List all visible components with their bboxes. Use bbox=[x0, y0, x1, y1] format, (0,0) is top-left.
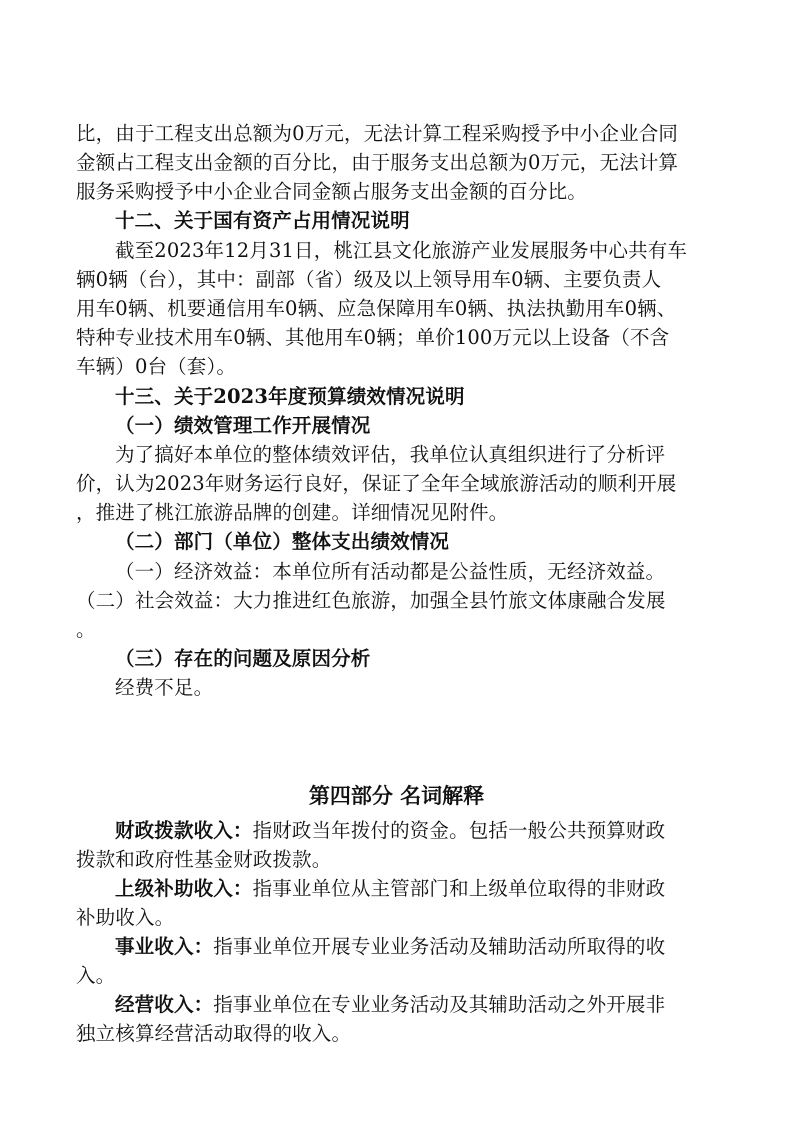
body-text-line: （一）经济效益：本单位所有活动都是公益性质，无经济效益。 bbox=[115, 560, 666, 583]
glossary-entry bbox=[115, 874, 665, 904]
body-text-line: 。 bbox=[76, 618, 96, 641]
glossary-definition-cont: 补助收入。 bbox=[76, 906, 175, 929]
glossary-entry bbox=[115, 816, 665, 846]
subsection-heading: （三）存在的问题及原因分析 bbox=[115, 647, 371, 670]
body-text-line: （二）社会效益：大力推进红色旅游，加强全县竹旅文体康融合发展 bbox=[76, 589, 666, 612]
glossary-definition-cont: 独立核算经营活动取得的收入。 bbox=[76, 1022, 352, 1045]
body-text-line: 特种专业技术用车0辆、其他用车0辆；单价100万元以上设备（不含 bbox=[76, 326, 670, 349]
part-four-title: 第四部分 名词解释 bbox=[308, 783, 485, 808]
body-text-line: 金额占工程支出金额的百分比，由于服务支出总额为0万元，无法计算 bbox=[76, 151, 679, 174]
body-text-line: 用车0辆、机要通信用车0辆、应急保障用车0辆、执法执勤用车0辆、 bbox=[76, 297, 677, 320]
glossary-entry bbox=[115, 932, 665, 962]
glossary-term: 财政拨款收入： bbox=[115, 819, 253, 842]
glossary-term: 事业收入： bbox=[115, 935, 214, 958]
body-text-line: 辆0辆（台），其中：副部（省）级及以上领导用车0辆、主要负责人 bbox=[76, 268, 662, 291]
body-text-line: 价，认为2023年财务运行良好，保证了全年全域旅游活动的顺利开展 bbox=[76, 472, 677, 495]
body-text-line: 为了搞好本单位的整体绩效评估，我单位认真组织进行了分析评 bbox=[115, 443, 666, 466]
section-heading-12: 十二、关于国有资产占用情况说明 bbox=[115, 209, 410, 232]
glossary-term: 上级补助收入： bbox=[115, 877, 253, 900]
glossary-term: 经营收入： bbox=[115, 993, 214, 1016]
body-text-line: 经费不足。 bbox=[115, 676, 214, 699]
body-text-line: 比，由于工程支出总额为0万元，无法计算工程采购授予中小企业合同 bbox=[76, 122, 679, 145]
glossary-definition: 指事业单位在专业业务活动及其辅助活动之外开展非 bbox=[213, 993, 666, 1016]
section-heading-13: 十三、关于2023年度预算绩效情况说明 bbox=[115, 385, 465, 408]
glossary-definition-cont: 拨款和政府性基金财政拨款。 bbox=[76, 848, 332, 871]
glossary-definition: 指财政当年拨付的资金。包括一般公共预算财政 bbox=[252, 819, 666, 842]
glossary-definition: 指事业单位从主管部门和上级单位取得的非财政 bbox=[252, 877, 666, 900]
glossary-definition: 指事业单位开展专业业务活动及辅助活动所取得的收 bbox=[213, 935, 666, 958]
glossary-entry bbox=[115, 990, 665, 1020]
glossary-definition-cont: 入。 bbox=[76, 964, 116, 987]
body-text-line: 截至2023年12月31日，桃江县文化旅游产业发展服务中心共有车 bbox=[115, 239, 688, 262]
body-text-line: ，推进了桃江旅游品牌的创建。详细情况见附件。 bbox=[76, 501, 509, 524]
subsection-heading: （二）部门（单位）整体支出绩效情况 bbox=[115, 530, 450, 553]
body-text-line: 服务采购授予中小企业合同金额占服务支出金额的百分比。 bbox=[76, 180, 587, 203]
body-text-line: 车辆）0台（套）。 bbox=[76, 355, 237, 378]
subsection-heading: （一）绩效管理工作开展情况 bbox=[115, 414, 371, 437]
